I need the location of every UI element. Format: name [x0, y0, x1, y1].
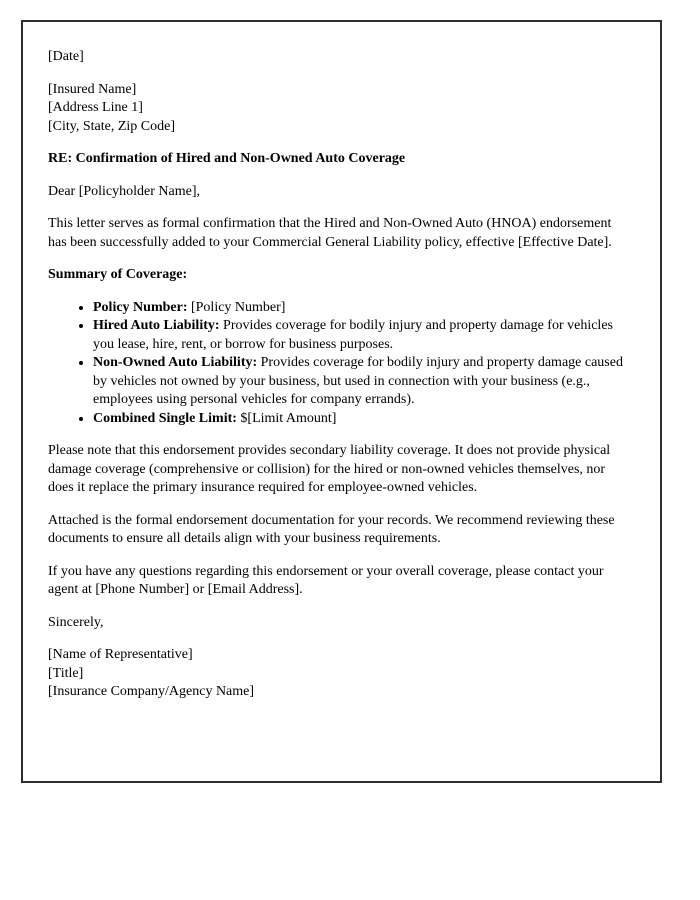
signature-title: [Title] — [48, 665, 84, 681]
subject-line: RE: Confirmation of Hired and Non-Owned Auto Coverage — [48, 151, 406, 166]
signature-company: [Insurance Company/Agency Name] — [48, 684, 255, 699]
bullet-text: [Policy Number] — [187, 299, 286, 315]
bullet-text: Provides coverage for bodily injury and property damage caused by vehicles not owned by your business, but used in connection with your business (e.g., employees using personal vehicles for company errands). — [93, 355, 623, 407]
salutation: Dear [Policyholder Name], — [48, 183, 200, 199]
signature-name: [Name of Representative] — [48, 647, 193, 662]
questions-paragraph: If you have any questions regarding this endorsement or your overall coverage, please contact your agent at [Phone Number] or [Email Address]. — [48, 563, 604, 597]
closing: Sincerely, — [48, 614, 104, 630]
bullet-text: Provides coverage for bodily injury and property damage for vehicles you lease, hire, rent, or borrow for business purposes. — [93, 318, 613, 352]
bullet-label: Hired Auto Liability: — [93, 318, 220, 333]
bullet-label: Combined Single Limit: — [93, 410, 237, 426]
bullet-non-owned-auto-liability — [93, 354, 632, 410]
bullet-text: $[Limit Amount] — [236, 410, 337, 426]
signature-block — [48, 646, 632, 702]
bullet-label: Non-Owned Auto Liability: — [93, 355, 258, 370]
note-paragraph: Please note that this endorsement provides secondary liability coverage. It does not provide physical damage coverage (comprehensive or collision) for the hired or non-owned vehicles themselves, nor does it replace the primary insurance required for employee-owned vehicles. — [48, 443, 611, 495]
letter-date: [Date] — [48, 49, 84, 64]
bullet-combined-single-limit — [93, 410, 632, 429]
bullet-label: Policy Number: — [93, 299, 188, 315]
bullet-policy-number — [93, 299, 632, 318]
recipient-address-block — [48, 81, 632, 137]
recipient-city-state-zip: [City, State, Zip Code] — [48, 118, 176, 134]
recipient-address-line1: [Address Line 1] — [48, 100, 143, 115]
letter-body — [23, 22, 660, 702]
recipient-name: [Insured Name] — [48, 81, 137, 97]
bullet-hired-auto-liability — [93, 317, 632, 354]
summary-heading: Summary of Coverage: — [48, 267, 188, 282]
attachment-paragraph: Attached is the formal endorsement documentation for your records. We recommend reviewing these documents to ensure all details align with your business requirements. — [48, 512, 615, 546]
intro-paragraph: This letter serves as formal confirmation that the Hired and Non-Owned Auto (HNOA) endorsement has been successfully added to your Commercial General Liability policy, effective [Effective Date]. — [48, 216, 612, 250]
letter-border-frame — [21, 20, 662, 783]
coverage-bullet-list — [48, 299, 632, 429]
